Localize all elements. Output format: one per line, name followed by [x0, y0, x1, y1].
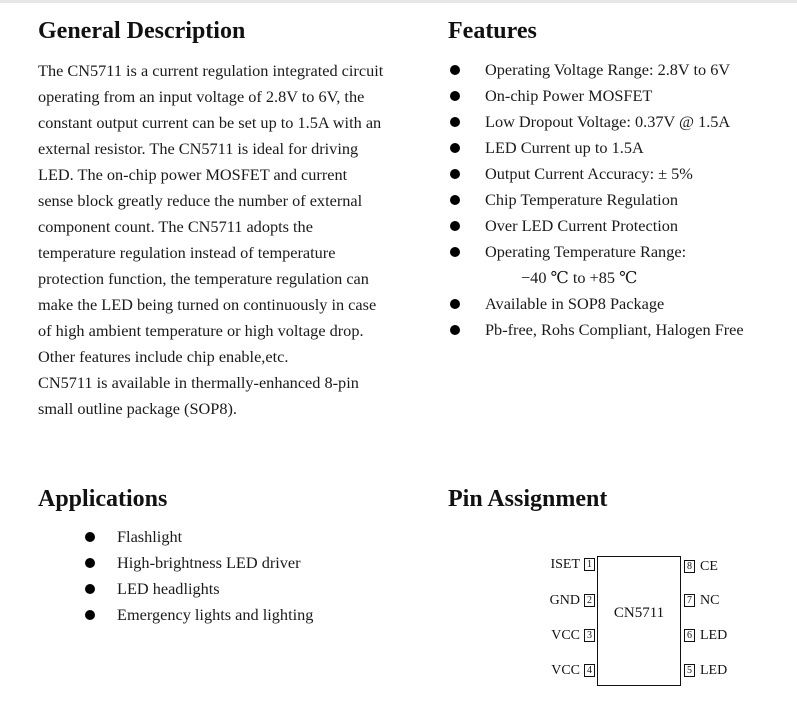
pin-name-iset: ISET — [550, 557, 580, 572]
pin-number-4: 4 — [584, 664, 595, 677]
pin-number-2: 2 — [584, 594, 595, 607]
pin-number-5: 5 — [684, 664, 695, 677]
description-line: sense block greatly reduce the number of external — [38, 191, 363, 210]
description-line: of high ambient temperature or high voltage drop. — [38, 321, 364, 340]
bullet-icon — [85, 558, 95, 568]
pin-assignment-title: Pin Assignment — [448, 486, 608, 512]
features-title: Features — [448, 18, 537, 44]
pin-name-led: LED — [700, 663, 728, 678]
feature-item: LED Current up to 1.5A — [450, 135, 744, 161]
feature-item: Operating Voltage Range: 2.8V to 6V — [450, 57, 744, 83]
description-line: operating from an input voltage of 2.8V to 6V, the — [38, 87, 365, 106]
bullet-icon — [85, 584, 95, 594]
page-top-border — [0, 0, 797, 3]
feature-item: Over LED Current Protection — [450, 213, 744, 239]
description-line: constant output current can be set up to 1.5A with an — [38, 113, 382, 132]
description-line: The CN5711 is a current regulation integrated circuit — [38, 61, 384, 80]
description-line: component count. The CN5711 adopts the — [38, 217, 313, 236]
general-description-body — [38, 58, 423, 422]
description-line: LED. The on-chip power MOSFET and current — [38, 165, 348, 184]
pin-number-3: 3 — [584, 629, 595, 642]
description-line: small outline package (SOP8). — [38, 399, 237, 418]
bullet-icon — [85, 532, 95, 542]
description-line: make the LED being turned on continuously in case — [38, 295, 377, 314]
features-list — [450, 57, 744, 343]
description-line: temperature regulation instead of temperature — [38, 243, 336, 262]
applications-title: Applications — [38, 486, 168, 512]
feature-item: Pb-free, Rohs Compliant, Halogen Free — [450, 317, 744, 343]
feature-item: Available in SOP8 Package — [450, 291, 744, 317]
bullet-icon — [450, 169, 460, 179]
pin-name-vcc: VCC — [551, 663, 580, 678]
feature-item: Low Dropout Voltage: 0.37V @ 1.5A — [450, 109, 744, 135]
bullet-icon — [450, 143, 460, 153]
applications-list — [85, 524, 313, 628]
description-line: external resistor. The CN5711 is ideal for driving — [38, 139, 359, 158]
pin-name-gnd: GND — [549, 593, 580, 608]
pin-name-ce: CE — [700, 559, 718, 574]
bullet-icon — [450, 325, 460, 335]
feature-item: Output Current Accuracy: ± 5% — [450, 161, 744, 187]
bullet-icon — [450, 65, 460, 75]
general-description-title: General Description — [38, 18, 246, 44]
pin-number-6: 6 — [684, 629, 695, 642]
application-item: Flashlight — [85, 524, 313, 550]
pin-number-1: 1 — [584, 558, 595, 571]
bullet-icon — [450, 299, 460, 309]
feature-item-continuation: −40 ℃ to +85 ℃ — [521, 268, 638, 287]
bullet-icon — [85, 610, 95, 620]
application-item: LED headlights — [85, 576, 313, 602]
pin-name-vcc: VCC — [551, 628, 580, 643]
pin-name-led: LED — [700, 628, 728, 643]
description-line: Other features include chip enable,etc. — [38, 347, 289, 366]
bullet-icon — [450, 221, 460, 231]
bullet-icon — [450, 195, 460, 205]
chip-name-label: CN5711 — [613, 605, 665, 621]
bullet-icon — [450, 91, 460, 101]
pin-name-nc: NC — [700, 593, 720, 608]
bullet-icon — [450, 247, 460, 257]
description-line: CN5711 is available in thermally-enhanced 8-pin — [38, 373, 359, 392]
bullet-icon — [450, 117, 460, 127]
pin-number-8: 8 — [684, 560, 695, 573]
feature-item: Operating Temperature Range: — [450, 239, 744, 265]
application-item: Emergency lights and lighting — [85, 602, 313, 628]
feature-item: Chip Temperature Regulation — [450, 187, 744, 213]
application-item: High-brightness LED driver — [85, 550, 313, 576]
pin-number-7: 7 — [684, 594, 695, 607]
description-line: protection function, the temperature regulation can — [38, 269, 369, 288]
feature-item: On-chip Power MOSFET — [450, 83, 744, 109]
